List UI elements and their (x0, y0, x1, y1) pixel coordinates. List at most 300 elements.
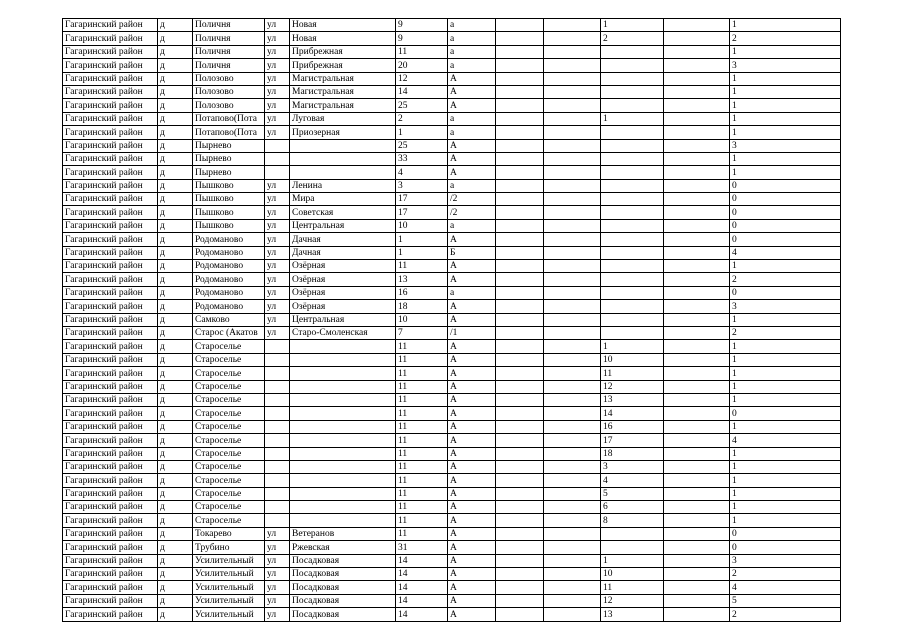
cell-structure (544, 434, 601, 447)
cell-district: Гагаринский район (63, 326, 158, 339)
cell-street: Озёрная (290, 286, 396, 299)
cell-apartment (601, 193, 664, 206)
cell-house-letter: А (448, 166, 496, 179)
cell-house-letter: а (448, 59, 496, 72)
cell-settlement: Пышково (193, 179, 265, 192)
cell-street: Мира (290, 193, 396, 206)
cell-room (664, 313, 730, 326)
table-row (63, 407, 841, 420)
cell-structure (544, 326, 601, 339)
cell-settlement: Усилительный (193, 581, 265, 594)
cell-room (664, 527, 730, 540)
cell-street (290, 407, 396, 420)
cell-district: Гагаринский район (63, 19, 158, 32)
cell-district: Гагаринский район (63, 166, 158, 179)
cell-settlement-type: д (158, 527, 193, 540)
cell-district: Гагаринский район (63, 233, 158, 246)
cell-settlement: Староселье (193, 420, 265, 433)
cell-settlement-type: д (158, 273, 193, 286)
cell-settlement-type: д (158, 353, 193, 366)
cell-house-number: 20 (396, 59, 448, 72)
cell-house-letter: Б (448, 246, 496, 259)
cell-building (496, 541, 544, 554)
cell-count: 1 (730, 501, 841, 514)
cell-street-type (265, 474, 290, 487)
cell-count: 1 (730, 126, 841, 139)
cell-apartment (601, 139, 664, 152)
cell-count: 2 (730, 568, 841, 581)
cell-house-letter: А (448, 541, 496, 554)
cell-district: Гагаринский район (63, 85, 158, 98)
cell-house-number: 11 (396, 393, 448, 406)
cell-structure (544, 32, 601, 45)
cell-count: 0 (730, 179, 841, 192)
cell-street (290, 393, 396, 406)
cell-street: Ржевская (290, 541, 396, 554)
cell-building (496, 420, 544, 433)
cell-house-number: 11 (396, 487, 448, 500)
cell-street-type: ул (265, 608, 290, 621)
cell-room (664, 233, 730, 246)
cell-settlement-type: д (158, 407, 193, 420)
cell-room (664, 260, 730, 273)
cell-room (664, 72, 730, 85)
table-row (63, 233, 841, 246)
cell-room (664, 554, 730, 567)
cell-room (664, 300, 730, 313)
cell-settlement-type: д (158, 152, 193, 165)
cell-house-number: 17 (396, 206, 448, 219)
cell-apartment (601, 152, 664, 165)
cell-room (664, 99, 730, 112)
table-row (63, 206, 841, 219)
cell-settlement-type: д (158, 474, 193, 487)
cell-building (496, 166, 544, 179)
cell-building (496, 554, 544, 567)
cell-street-type (265, 340, 290, 353)
cell-house-number: 31 (396, 541, 448, 554)
cell-room (664, 340, 730, 353)
cell-apartment (601, 59, 664, 72)
cell-building (496, 179, 544, 192)
table-body (63, 19, 841, 622)
cell-street: Новая (290, 19, 396, 32)
cell-district: Гагаринский район (63, 260, 158, 273)
cell-street: Новая (290, 32, 396, 45)
cell-apartment (601, 85, 664, 98)
cell-room (664, 152, 730, 165)
table-row (63, 501, 841, 514)
cell-house-number: 2 (396, 112, 448, 125)
cell-apartment: 2 (601, 32, 664, 45)
cell-house-number: 1 (396, 233, 448, 246)
cell-count: 2 (730, 326, 841, 339)
cell-settlement-type: д (158, 581, 193, 594)
cell-structure (544, 126, 601, 139)
cell-room (664, 474, 730, 487)
cell-apartment: 5 (601, 487, 664, 500)
cell-street-type (265, 367, 290, 380)
cell-building (496, 313, 544, 326)
cell-street: Ленина (290, 179, 396, 192)
cell-settlement: Усилительный (193, 568, 265, 581)
cell-settlement-type: д (158, 179, 193, 192)
cell-settlement-type: д (158, 514, 193, 527)
cell-house-number: 25 (396, 99, 448, 112)
cell-street-type: ул (265, 233, 290, 246)
table-row (63, 72, 841, 85)
cell-count: 2 (730, 273, 841, 286)
cell-street-type (265, 139, 290, 152)
address-table (62, 18, 841, 622)
cell-street: Магистральная (290, 85, 396, 98)
cell-street-type (265, 447, 290, 460)
cell-count: 0 (730, 219, 841, 232)
table-row (63, 45, 841, 58)
cell-apartment (601, 166, 664, 179)
cell-settlement: Староселье (193, 501, 265, 514)
cell-building (496, 19, 544, 32)
cell-building (496, 393, 544, 406)
cell-structure (544, 313, 601, 326)
cell-settlement-type: д (158, 487, 193, 500)
table-row (63, 313, 841, 326)
cell-building (496, 581, 544, 594)
cell-settlement: Родоманово (193, 273, 265, 286)
cell-district: Гагаринский район (63, 152, 158, 165)
cell-count: 1 (730, 353, 841, 366)
cell-count: 0 (730, 541, 841, 554)
cell-room (664, 608, 730, 621)
cell-apartment (601, 246, 664, 259)
cell-building (496, 326, 544, 339)
cell-house-letter: А (448, 273, 496, 286)
cell-room (664, 541, 730, 554)
cell-apartment (601, 206, 664, 219)
cell-settlement: Поличня (193, 45, 265, 58)
cell-street-type: ул (265, 527, 290, 540)
cell-street-type: ул (265, 273, 290, 286)
cell-structure (544, 474, 601, 487)
cell-settlement: Пышково (193, 219, 265, 232)
cell-street-type: ул (265, 326, 290, 339)
cell-street: Луговая (290, 112, 396, 125)
cell-structure (544, 460, 601, 473)
cell-settlement-type: д (158, 72, 193, 85)
cell-count: 1 (730, 474, 841, 487)
cell-house-letter: а (448, 286, 496, 299)
cell-settlement-type: д (158, 139, 193, 152)
cell-street-type: ул (265, 581, 290, 594)
cell-district: Гагаринский район (63, 193, 158, 206)
cell-settlement: Староселье (193, 514, 265, 527)
cell-structure (544, 233, 601, 246)
cell-district: Гагаринский район (63, 32, 158, 45)
cell-district: Гагаринский район (63, 447, 158, 460)
table-row (63, 179, 841, 192)
cell-building (496, 447, 544, 460)
cell-street (290, 501, 396, 514)
cell-house-number: 11 (396, 527, 448, 540)
cell-apartment: 16 (601, 420, 664, 433)
cell-district: Гагаринский район (63, 112, 158, 125)
cell-house-letter: А (448, 407, 496, 420)
cell-house-letter: А (448, 233, 496, 246)
cell-house-number: 11 (396, 260, 448, 273)
cell-settlement: Поличня (193, 19, 265, 32)
cell-count: 5 (730, 594, 841, 607)
cell-structure (544, 554, 601, 567)
table-row (63, 581, 841, 594)
cell-settlement: Потапово(Пота (193, 126, 265, 139)
cell-apartment: 14 (601, 407, 664, 420)
cell-building (496, 514, 544, 527)
cell-room (664, 286, 730, 299)
cell-count: 2 (730, 608, 841, 621)
cell-street-type (265, 393, 290, 406)
cell-district: Гагаринский район (63, 219, 158, 232)
cell-house-number: 10 (396, 219, 448, 232)
cell-apartment: 13 (601, 608, 664, 621)
cell-house-letter: А (448, 554, 496, 567)
cell-settlement-type: д (158, 313, 193, 326)
cell-apartment (601, 45, 664, 58)
cell-street-type: ул (265, 300, 290, 313)
cell-building (496, 139, 544, 152)
cell-settlement-type: д (158, 126, 193, 139)
cell-apartment (601, 527, 664, 540)
cell-street-type: ул (265, 85, 290, 98)
cell-district: Гагаринский район (63, 179, 158, 192)
cell-street: Центральная (290, 313, 396, 326)
cell-house-letter: а (448, 32, 496, 45)
cell-street (290, 367, 396, 380)
cell-apartment (601, 541, 664, 554)
cell-street-type: ул (265, 554, 290, 567)
cell-structure (544, 193, 601, 206)
cell-street: Дачная (290, 233, 396, 246)
cell-room (664, 434, 730, 447)
cell-street (290, 434, 396, 447)
cell-street: Прибрежная (290, 59, 396, 72)
cell-count: 4 (730, 434, 841, 447)
cell-settlement-type: д (158, 166, 193, 179)
table-row (63, 246, 841, 259)
cell-settlement: Поличня (193, 32, 265, 45)
cell-structure (544, 407, 601, 420)
cell-settlement: Родоманово (193, 286, 265, 299)
cell-street (290, 380, 396, 393)
cell-structure (544, 99, 601, 112)
cell-street-type (265, 353, 290, 366)
cell-house-number: 25 (396, 139, 448, 152)
cell-street: Посадковая (290, 554, 396, 567)
cell-room (664, 447, 730, 460)
cell-room (664, 594, 730, 607)
cell-house-letter: А (448, 460, 496, 473)
cell-house-number: 3 (396, 179, 448, 192)
cell-street-type: ул (265, 179, 290, 192)
cell-house-letter: А (448, 300, 496, 313)
cell-district: Гагаринский район (63, 460, 158, 473)
cell-house-letter: А (448, 260, 496, 273)
cell-settlement-type: д (158, 608, 193, 621)
cell-settlement-type: д (158, 112, 193, 125)
cell-settlement: Староселье (193, 393, 265, 406)
cell-street (290, 152, 396, 165)
cell-building (496, 286, 544, 299)
cell-count: 3 (730, 59, 841, 72)
cell-count: 0 (730, 527, 841, 540)
cell-building (496, 300, 544, 313)
cell-house-letter: А (448, 487, 496, 500)
cell-house-letter: А (448, 99, 496, 112)
cell-apartment (601, 260, 664, 273)
cell-count: 2 (730, 32, 841, 45)
cell-house-number: 14 (396, 85, 448, 98)
cell-house-letter: а (448, 45, 496, 58)
cell-street: Приозерная (290, 126, 396, 139)
cell-house-letter: А (448, 447, 496, 460)
cell-room (664, 273, 730, 286)
cell-settlement-type: д (158, 460, 193, 473)
table-row (63, 367, 841, 380)
cell-street-type: ул (265, 313, 290, 326)
cell-settlement: Староселье (193, 353, 265, 366)
cell-building (496, 367, 544, 380)
cell-district: Гагаринский район (63, 594, 158, 607)
cell-apartment (601, 313, 664, 326)
cell-district: Гагаринский район (63, 501, 158, 514)
table-row (63, 193, 841, 206)
cell-structure (544, 568, 601, 581)
cell-settlement: Полозово (193, 85, 265, 98)
cell-house-number: 14 (396, 581, 448, 594)
cell-street-type: ул (265, 59, 290, 72)
cell-district: Гагаринский район (63, 99, 158, 112)
cell-house-number: 9 (396, 19, 448, 32)
cell-street: Посадковая (290, 568, 396, 581)
cell-apartment: 17 (601, 434, 664, 447)
cell-house-letter: а (448, 112, 496, 125)
cell-settlement: Родоманово (193, 233, 265, 246)
cell-settlement: Пырнево (193, 139, 265, 152)
cell-settlement: Староселье (193, 367, 265, 380)
cell-house-letter: А (448, 367, 496, 380)
cell-count: 1 (730, 85, 841, 98)
cell-structure (544, 260, 601, 273)
cell-settlement: Пырнево (193, 152, 265, 165)
cell-house-letter: /2 (448, 206, 496, 219)
cell-settlement-type: д (158, 19, 193, 32)
cell-structure (544, 420, 601, 433)
cell-district: Гагаринский район (63, 313, 158, 326)
cell-street-type: ул (265, 594, 290, 607)
cell-room (664, 326, 730, 339)
table-row (63, 166, 841, 179)
cell-district: Гагаринский район (63, 380, 158, 393)
cell-house-number: 11 (396, 340, 448, 353)
cell-room (664, 393, 730, 406)
cell-structure (544, 393, 601, 406)
cell-settlement: Пырнево (193, 166, 265, 179)
cell-structure (544, 581, 601, 594)
cell-apartment (601, 286, 664, 299)
cell-apartment: 1 (601, 554, 664, 567)
cell-settlement: Старос (Акатов (193, 326, 265, 339)
cell-house-number: 11 (396, 380, 448, 393)
cell-house-number: 1 (396, 126, 448, 139)
cell-street: Магистральная (290, 72, 396, 85)
cell-count: 1 (730, 447, 841, 460)
cell-settlement: Трубино (193, 541, 265, 554)
table-row (63, 420, 841, 433)
cell-structure (544, 367, 601, 380)
cell-building (496, 527, 544, 540)
cell-district: Гагаринский район (63, 286, 158, 299)
cell-settlement-type: д (158, 568, 193, 581)
cell-settlement: Староселье (193, 340, 265, 353)
cell-settlement-type: д (158, 219, 193, 232)
cell-house-number: 14 (396, 554, 448, 567)
cell-room (664, 166, 730, 179)
cell-structure (544, 179, 601, 192)
cell-building (496, 206, 544, 219)
cell-count: 1 (730, 152, 841, 165)
cell-structure (544, 380, 601, 393)
table-row (63, 393, 841, 406)
table-row (63, 273, 841, 286)
cell-district: Гагаринский район (63, 487, 158, 500)
cell-house-number: 16 (396, 286, 448, 299)
cell-building (496, 594, 544, 607)
cell-settlement: Пышково (193, 193, 265, 206)
cell-settlement: Полозово (193, 72, 265, 85)
cell-house-number: 11 (396, 434, 448, 447)
cell-building (496, 219, 544, 232)
cell-district: Гагаринский район (63, 581, 158, 594)
cell-settlement-type: д (158, 286, 193, 299)
cell-count: 1 (730, 367, 841, 380)
cell-house-letter: А (448, 581, 496, 594)
cell-street: Прибрежная (290, 45, 396, 58)
table-row (63, 527, 841, 540)
cell-street-type: ул (265, 19, 290, 32)
cell-district: Гагаринский район (63, 139, 158, 152)
cell-street-type (265, 501, 290, 514)
cell-structure (544, 273, 601, 286)
cell-street (290, 166, 396, 179)
cell-district: Гагаринский район (63, 407, 158, 420)
cell-house-letter: А (448, 514, 496, 527)
cell-house-letter: А (448, 380, 496, 393)
cell-settlement: Усилительный (193, 554, 265, 567)
cell-structure (544, 166, 601, 179)
cell-house-number: 11 (396, 514, 448, 527)
cell-count: 0 (730, 286, 841, 299)
cell-building (496, 487, 544, 500)
cell-count: 1 (730, 112, 841, 125)
cell-room (664, 420, 730, 433)
cell-count: 3 (730, 300, 841, 313)
cell-settlement: Усилительный (193, 594, 265, 607)
cell-structure (544, 501, 601, 514)
cell-apartment: 10 (601, 353, 664, 366)
cell-count: 1 (730, 99, 841, 112)
cell-street-type (265, 487, 290, 500)
cell-district: Гагаринский район (63, 273, 158, 286)
cell-settlement-type: д (158, 59, 193, 72)
